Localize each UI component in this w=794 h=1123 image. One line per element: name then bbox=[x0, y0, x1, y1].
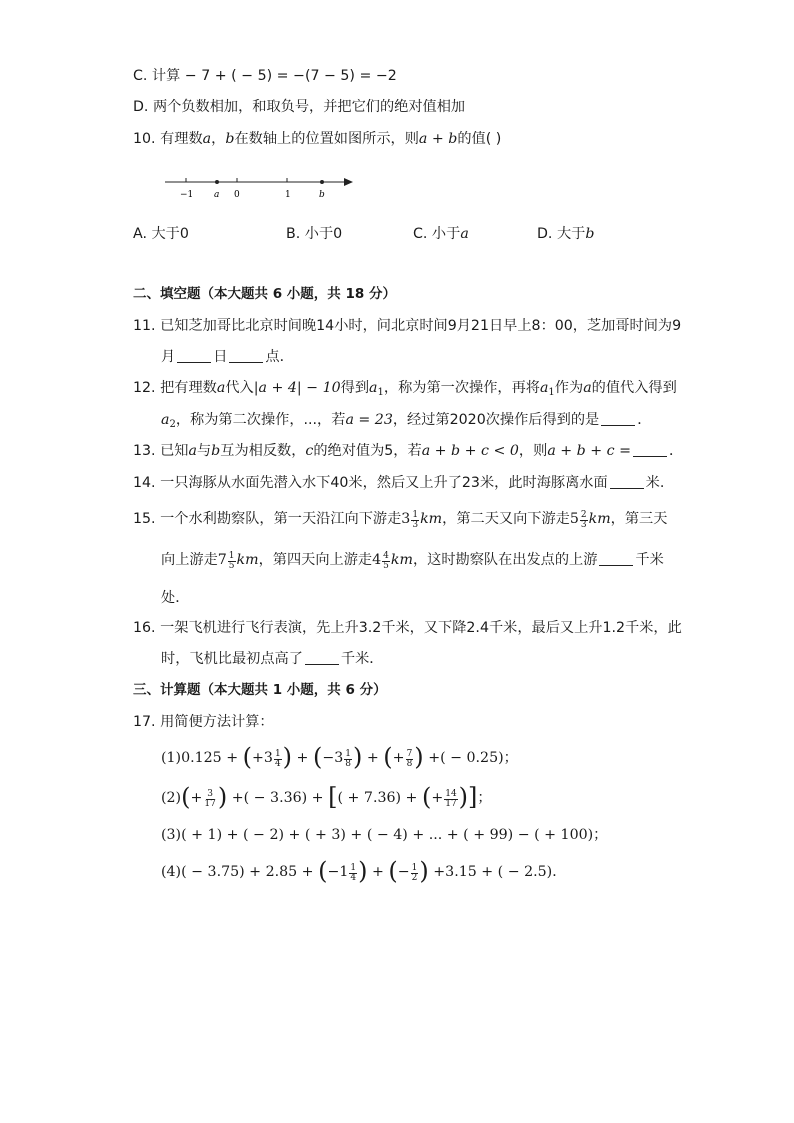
answer-blank[interactable] bbox=[305, 651, 339, 665]
paren-left: ( bbox=[318, 857, 328, 885]
question-10 bbox=[133, 129, 501, 149]
fraction bbox=[411, 511, 419, 530]
mixed-number-whole: 7 bbox=[217, 552, 227, 568]
tick-label: 1 bbox=[285, 190, 291, 200]
q11-text: 点． bbox=[265, 349, 294, 365]
q16-text: 一架飞机进行飞行表演，先上升3.2千米，又下降2.4千米，最后又上升1.2千米，此 bbox=[160, 620, 682, 636]
q17-title: 用简便方法计算： bbox=[160, 714, 274, 730]
q10-option-a: A. 大于0 bbox=[133, 226, 189, 242]
paren-left: ( bbox=[242, 743, 253, 771]
fraction bbox=[203, 790, 216, 809]
q12-text: ，称为第二次操作，...，若 bbox=[175, 412, 346, 428]
expr-text: − bbox=[397, 864, 410, 880]
q10-option-d bbox=[537, 223, 594, 243]
paren-right: ) bbox=[353, 743, 363, 771]
arrow-head-icon bbox=[344, 178, 353, 186]
q11-text: 月 bbox=[161, 349, 176, 365]
subscript: 1 bbox=[377, 387, 384, 398]
q12-expression: a = 23 bbox=[345, 412, 393, 428]
tick-label: −1 bbox=[180, 190, 194, 200]
denominator: 17 bbox=[204, 799, 216, 809]
question-number: 16. bbox=[133, 620, 156, 636]
q12-text: 得到 bbox=[340, 380, 370, 396]
q17-part-2 bbox=[161, 783, 492, 811]
denominator: 4 bbox=[350, 873, 357, 883]
var-b: b bbox=[211, 443, 221, 459]
q10-expression: a + b bbox=[418, 131, 458, 147]
question-13 bbox=[133, 441, 683, 461]
q10-text: 在数轴上的位置如图所示，则 bbox=[234, 131, 419, 147]
paren-right: ) bbox=[458, 783, 469, 811]
q16-text: 时，飞机比最初点高了 bbox=[161, 651, 303, 667]
denominator: 4 bbox=[274, 759, 281, 769]
expr-text: +3 bbox=[252, 750, 273, 766]
denominator: 8 bbox=[406, 759, 413, 769]
var-c: c bbox=[305, 443, 314, 459]
fraction bbox=[444, 790, 457, 809]
mixed-number-whole: 4 bbox=[372, 552, 382, 568]
paren-left: ( bbox=[388, 857, 398, 885]
answer-blank[interactable] bbox=[599, 552, 633, 566]
question-16-line2 bbox=[161, 649, 383, 669]
var-a2: a bbox=[161, 412, 170, 428]
numerator: 1 bbox=[412, 510, 419, 520]
expr-text: + bbox=[431, 790, 444, 806]
question-12-line2 bbox=[161, 410, 651, 435]
question-11 bbox=[133, 316, 681, 336]
fraction bbox=[344, 750, 352, 769]
q15-text: 一个水利勘察队，第一天沿江向下游走 bbox=[160, 511, 402, 527]
q12-text: 作为 bbox=[554, 380, 584, 396]
question-17 bbox=[133, 712, 274, 732]
q10-text: 的值( ) bbox=[457, 131, 502, 147]
section-3-heading: 三、计算题（本大题共 1 小题，共 6 分） bbox=[133, 682, 387, 698]
denominator: 8 bbox=[345, 759, 351, 769]
option-d-line: D. 两个负数相加，和取负号，并把它们的绝对值相加 bbox=[133, 99, 466, 115]
q12-text: ，称为第一次操作，再将 bbox=[383, 380, 540, 396]
q10-text: 有理数 bbox=[160, 131, 203, 147]
bracket-left: [ bbox=[328, 783, 338, 811]
question-number: 15. bbox=[133, 511, 156, 527]
question-16 bbox=[133, 618, 682, 638]
unit: km bbox=[236, 552, 259, 568]
bracket-right: ] bbox=[468, 783, 478, 811]
numerator: 1 bbox=[345, 749, 351, 759]
question-number: 17. bbox=[133, 714, 156, 730]
paren-left: ( bbox=[383, 743, 393, 771]
tick-label: a bbox=[214, 190, 220, 200]
denominator: 3 bbox=[412, 520, 419, 530]
unit: km bbox=[588, 511, 611, 527]
q10-option-c bbox=[413, 223, 469, 243]
q12-text: 代入 bbox=[225, 380, 254, 396]
paren-right: ) bbox=[358, 857, 368, 885]
expr-text: −3 bbox=[322, 750, 344, 766]
option-text: C. 小于 bbox=[413, 226, 461, 242]
paren-right: ) bbox=[419, 857, 429, 885]
q13-text: 互为相反数， bbox=[220, 443, 306, 459]
fraction bbox=[382, 552, 390, 571]
q15-text: 向上游走 bbox=[161, 552, 218, 568]
question-number: 14. bbox=[133, 475, 156, 491]
question-number: 11. bbox=[133, 318, 156, 334]
option-text: D. 大于 bbox=[537, 226, 586, 242]
denominator: 2 bbox=[411, 873, 418, 883]
expr-text: +( − 0.25)； bbox=[428, 750, 518, 766]
point-b bbox=[320, 180, 324, 184]
denominator: 17 bbox=[445, 799, 457, 809]
answer-blank[interactable] bbox=[229, 349, 263, 363]
fraction bbox=[411, 864, 419, 883]
numerator: 3 bbox=[207, 789, 213, 799]
q13-text: ． bbox=[669, 443, 684, 459]
numerator: 14 bbox=[445, 789, 457, 799]
q15-text: ，第四天向上游走 bbox=[258, 552, 373, 568]
q12-text: 的值代入得到 bbox=[591, 380, 677, 396]
q15-text: 千米 bbox=[635, 552, 664, 568]
var-a: a bbox=[216, 380, 226, 396]
q11-text: 已知芝加哥比北京时间晚14小时，问北京时间9月21日早上8：00，芝加哥时间为9 bbox=[160, 318, 682, 334]
q10-comma: ， bbox=[211, 131, 226, 147]
q10-option-b: B. 小于0 bbox=[286, 226, 343, 242]
question-15-line3: 处． bbox=[161, 590, 190, 606]
var-a: a bbox=[583, 380, 592, 396]
denominator: 5 bbox=[383, 561, 389, 571]
unit: km bbox=[420, 511, 443, 527]
q12-text: ，经过第2020次操作后得到的是 bbox=[392, 412, 600, 428]
fraction bbox=[349, 864, 357, 883]
q13-text: 的绝对值为5，若 bbox=[313, 443, 422, 459]
option-c-line: C. 计算 − 7 + ( − 5) = −(7 − 5) = −2 bbox=[133, 68, 397, 84]
expr-text: −1 bbox=[327, 864, 349, 880]
q15-text: ，这时勘察队在出发点的上游 bbox=[412, 552, 598, 568]
fraction bbox=[406, 750, 414, 769]
numerator: 1 bbox=[411, 863, 418, 873]
section-2-heading: 二、填空题（本大题共 6 小题，共 18 分） bbox=[133, 286, 396, 302]
question-15-line2 bbox=[161, 550, 664, 571]
q12-expression: |a + 4| − 10 bbox=[253, 380, 341, 396]
numerator: 4 bbox=[383, 551, 389, 561]
q17-part-3: (3)( + 1) + ( − 2) + ( + 3) + ( − 4) + ... + ( + 99) − ( + 100)； bbox=[161, 827, 608, 843]
question-number: 13. bbox=[133, 443, 156, 459]
tick-label: 0 bbox=[234, 190, 240, 200]
expr-text: ； bbox=[477, 790, 492, 806]
expr-text: (1)0.125 + bbox=[161, 750, 239, 766]
paren-left: ( bbox=[312, 743, 323, 771]
q13-text: 与 bbox=[196, 443, 212, 459]
answer-blank[interactable] bbox=[177, 349, 211, 363]
mixed-number-whole: 5 bbox=[569, 511, 579, 527]
numerator: 1 bbox=[228, 551, 235, 561]
expr-text: +3.15 + ( − 2.5)． bbox=[433, 864, 567, 880]
var-a1: a bbox=[369, 380, 378, 396]
paren-left: ( bbox=[181, 783, 191, 811]
var-a: a bbox=[460, 226, 469, 242]
numerator: 1 bbox=[274, 749, 281, 759]
question-14 bbox=[133, 473, 664, 493]
answer-blank[interactable] bbox=[610, 475, 644, 489]
numerator: 2 bbox=[580, 510, 587, 520]
paren-left: ( bbox=[421, 783, 432, 811]
subscript: 2 bbox=[169, 419, 176, 430]
q13-expression: a + b + c = bbox=[547, 443, 632, 459]
question-11-line2 bbox=[161, 347, 294, 367]
var-b: b bbox=[585, 226, 595, 242]
q16-text: 千米． bbox=[340, 651, 384, 667]
numerator: 7 bbox=[406, 749, 413, 759]
q15-text: ，第三天 bbox=[610, 511, 668, 527]
q14-text: 一只海豚从水面先潜入水下40米，然后又上升了23米，此时海豚离水面 bbox=[160, 475, 608, 491]
q13-expression: a + b + c < 0 bbox=[421, 443, 519, 459]
var-a: a bbox=[188, 443, 197, 459]
expr-text: +( − 3.36) + bbox=[231, 790, 324, 806]
var-b: b bbox=[225, 131, 235, 147]
subscript: 1 bbox=[548, 387, 555, 398]
q13-text: 已知 bbox=[160, 443, 189, 459]
q12-text: 把有理数 bbox=[160, 380, 217, 396]
question-number: 12. bbox=[133, 380, 156, 396]
mixed-number-whole: 3 bbox=[401, 511, 411, 527]
q14-text: 米. bbox=[645, 475, 665, 491]
q17-part-4: (4)( − 3.75) + 2.85 + (−1 $\frac{1}{4}$ ) + (− $\frac{1}{2}$ ) +3.15 + ( − 2.5)． bbox=[161, 857, 567, 885]
expr-text: (4)( − 3.75) + 2.85 + bbox=[161, 864, 314, 880]
numerator: 1 bbox=[350, 863, 357, 873]
expr-text: + bbox=[190, 790, 203, 806]
q17-part-1: (1)0.125 + (+3 $\frac{1}{4}$ ) + (−3 $\frac{1}{8}$ ) + (+ $\frac{7}{8}$ ) +( − 0.25)； bbox=[161, 743, 518, 771]
answer-blank[interactable] bbox=[633, 443, 667, 457]
paren-right: ) bbox=[282, 743, 293, 771]
paren-right: ) bbox=[414, 743, 424, 771]
fraction bbox=[580, 511, 588, 530]
question-number: 10. bbox=[133, 131, 156, 147]
point-a bbox=[215, 180, 219, 184]
paren-right: ) bbox=[217, 783, 228, 811]
fraction bbox=[274, 750, 282, 769]
q15-text: ，第二天又向下游走 bbox=[442, 511, 570, 527]
fraction bbox=[228, 552, 236, 571]
q12-text: ． bbox=[637, 412, 652, 428]
unit: km bbox=[390, 552, 413, 568]
var-a1: a bbox=[539, 380, 549, 396]
q13-text: ，则 bbox=[518, 443, 548, 459]
expr-text: ( + 7.36) + bbox=[337, 790, 418, 806]
expr-text: (2) bbox=[161, 790, 182, 806]
var-a: a bbox=[202, 131, 212, 147]
question-15 bbox=[133, 509, 667, 530]
tick-label: b bbox=[319, 190, 325, 200]
q11-text: 日 bbox=[213, 349, 228, 365]
expr-text: + bbox=[392, 750, 405, 766]
question-12 bbox=[133, 378, 677, 403]
answer-blank[interactable] bbox=[601, 412, 635, 426]
denominator: 5 bbox=[228, 561, 235, 571]
denominator: 3 bbox=[580, 520, 587, 530]
number-line-diagram bbox=[160, 173, 360, 203]
